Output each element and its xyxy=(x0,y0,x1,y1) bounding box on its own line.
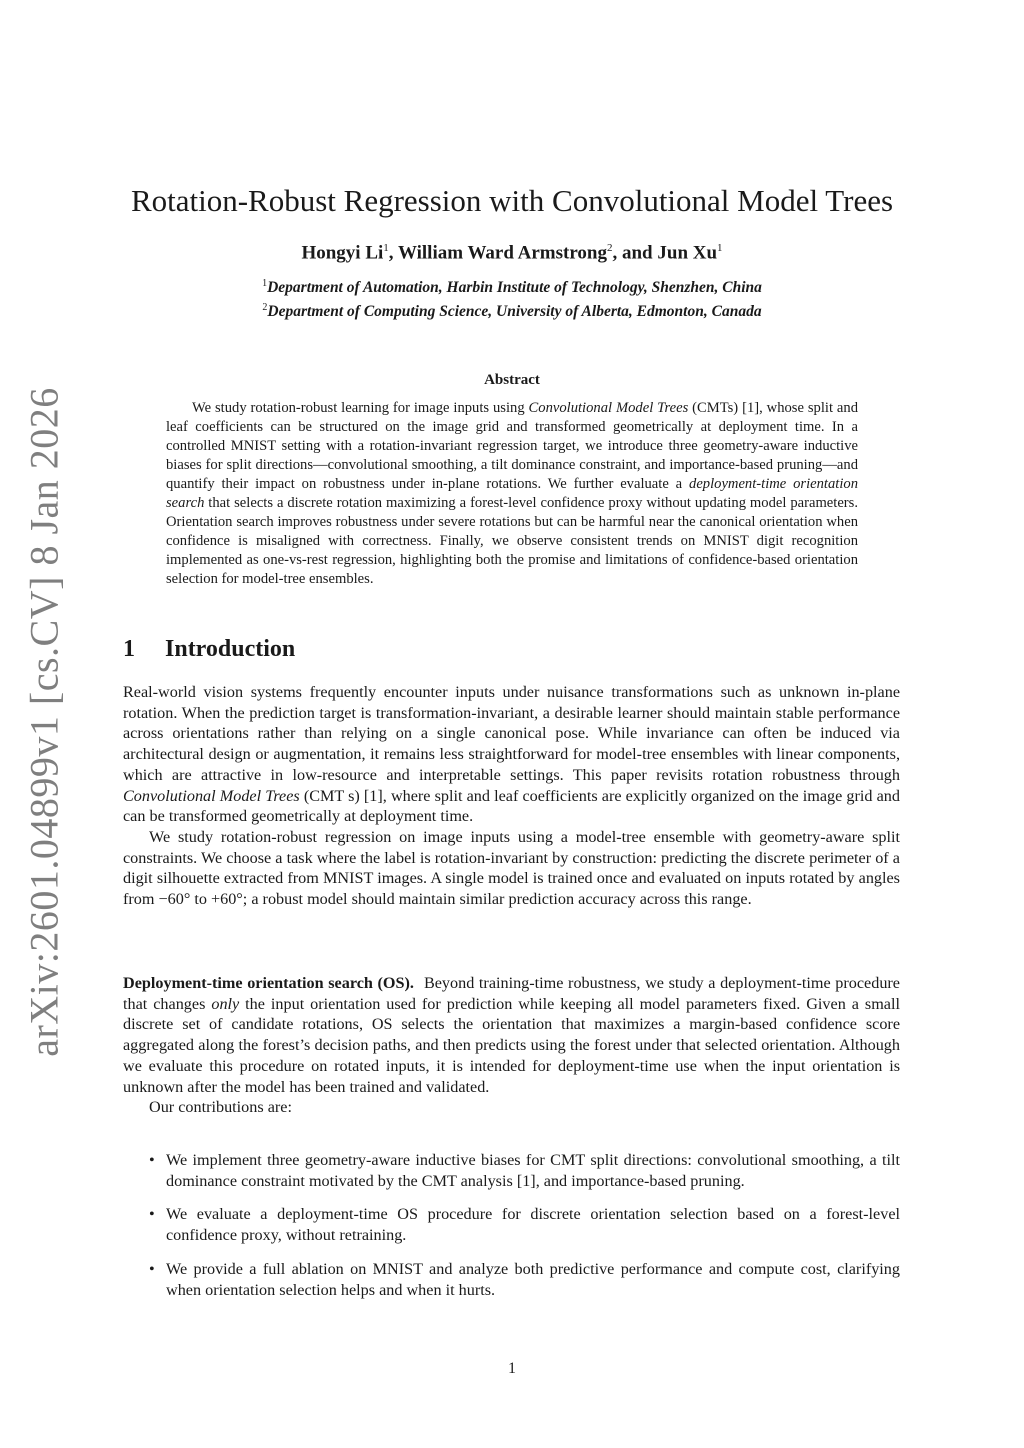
author-list xyxy=(0,242,1024,264)
abstract-heading: Abstract xyxy=(484,372,540,388)
affiliation-mark: 1 xyxy=(262,278,268,289)
affiliation-mark: 2 xyxy=(262,302,268,314)
affiliation-list xyxy=(0,274,1024,322)
bullet-icon: • xyxy=(149,1205,155,1224)
abstract-segment: that selects a discrete rotation maximizing a forest-level confidence proxy without updating model parameters. Orientation search improves robustness under severe rotations but can be harmful near the canonical orientation when confidence is misaligned with correctness. Finally, we observe consistent trends on MNIST digit recognition implemented as one-vs-rest regression, highlighting both the promise and limitations of confidence-based orientation selection for model-tree ensembles. xyxy=(166,495,858,587)
introduction-body xyxy=(123,682,900,910)
contributions-list xyxy=(123,1150,900,1313)
os-run-in-heading: Deployment-time orientation search (OS). xyxy=(123,974,414,992)
paragraph-segment: Beyond training-time robustness, we study a deployment-time procedure that changes xyxy=(123,974,900,1013)
affiliation-text: Department of Computing Science, University of Alberta, Edmonton, Canada xyxy=(267,303,762,321)
abstract-emphasis: Convolutional Model Trees xyxy=(528,400,689,416)
intro-paragraph-1 xyxy=(123,682,900,827)
paragraph-segment: the input orientation used for prediction while keeping all model parameters fixed. Given a small discrete set of candidate rotations, OS selects the orientation that maximizes a margin-based confidence score aggregated along the forest’s decision paths, and then predicts using the forest under that selected orientation. Although we evaluate this procedure on rotated inputs, it is intended for deployment-time use when the input orientation is unknown after the model has been trained and validated. xyxy=(123,994,900,1096)
author-separator: , and xyxy=(612,242,658,264)
page-number: 1 xyxy=(508,1360,516,1377)
abstract-emphasis: deployment-time orientation search xyxy=(166,476,858,511)
paragraph-emphasis: only xyxy=(211,994,240,1013)
intro-paragraph-2: We study rotation-robust regression on image inputs using a model-tree ensemble with geometry-aware split constraints. We choose a task where the label is rotation-invariant by construction: predicting the discrete perimeter of a digit silhouette extracted from MNIST images. A single model is trained once and evaluated on inputs rotated by angles from −60° to +60°; a robust model should maintain similar prediction accuracy across this range. xyxy=(123,827,900,909)
author-name: Hongyi Li xyxy=(301,242,384,264)
author-affiliation-mark: 1 xyxy=(717,242,723,254)
affiliation-line xyxy=(0,274,1024,298)
section-number: 1 xyxy=(123,636,135,662)
list-item-text: We provide a full ablation on MNIST and analyze both predictive performance and compute cost, clarifying when orientation selection helps and when it hurts. xyxy=(166,1259,900,1299)
list-item xyxy=(123,1204,900,1245)
list-item-text: We evaluate a deployment-time OS procedure for discrete orientation selection based on a forest-level confidence proxy, without retraining. xyxy=(166,1205,900,1245)
affiliation-line xyxy=(0,298,1024,322)
list-item xyxy=(123,1259,900,1300)
bullet-icon: • xyxy=(149,1151,155,1169)
affiliation-text: Department of Automation, Harbin Institute of Technology, Shenzhen, China xyxy=(267,279,762,297)
section-heading-introduction xyxy=(123,636,295,663)
bullet-icon: • xyxy=(149,1259,155,1278)
paper-title: Rotation-Robust Regression with Convolutional Model Trees xyxy=(130,183,894,218)
paragraph-segment: Real-world vision systems frequently encounter inputs under nuisance transformations such as unknown in-plane rotation. When the prediction target is transformation-invariant, a desirable learner should maintain stable performance across orientations rather than relying on a single canonical pose. While invariance can often be induced via architectural design or augmentation, it remains less straightforward for model-tree ensembles with linear components, which are attractive in low-resource and interpretable settings. This paper revisits rotation robustness through xyxy=(123,683,900,784)
abstract-segment: (CMTs) [1], whose split and leaf coefficients can be structured on the image grid and transformed geometrically at deployment time. In a controlled MNIST setting with a rotation-invariant regression target, we introduce three geometry-aware inductive biases for split directions—convolutional smoothing, a tilt dominance constraint, and importance-based pruning—and quantify their impact on robustness under in-plane rotations. We further evaluate a xyxy=(166,400,858,492)
abstract-text xyxy=(166,399,858,589)
contributions-lead: Our contributions are: xyxy=(149,1098,292,1117)
paragraph-segment: (CMT s) [1], where split and leaf coefficients are explicitly organized on the image grid and can be transformed geometrically at deployment time. xyxy=(123,786,900,826)
author-affiliation-mark: 2 xyxy=(606,242,613,254)
author-affiliation-mark: 1 xyxy=(383,242,389,254)
author-name: William Ward Armstrong xyxy=(397,242,607,264)
paragraph-emphasis: Convolutional Model Trees xyxy=(123,786,300,805)
section-title: Introduction xyxy=(165,636,296,662)
arxiv-identifier: arXiv:2601.04899v1 [cs.CV] 8 Jan 2026 xyxy=(21,387,67,1057)
abstract-segment: We study rotation-robust learning for image inputs using xyxy=(192,400,529,416)
author-name: Jun Xu xyxy=(657,242,718,264)
author-separator: , xyxy=(388,242,398,264)
list-item-text: We implement three geometry-aware inductive biases for CMT split directions: convolutional smoothing, a tilt dominance constraint motivated by the CMT analysis [1], and importance-based pruning. xyxy=(166,1151,900,1190)
orientation-search-block xyxy=(123,973,900,1118)
list-item xyxy=(123,1150,900,1191)
os-paragraph xyxy=(123,973,900,1097)
